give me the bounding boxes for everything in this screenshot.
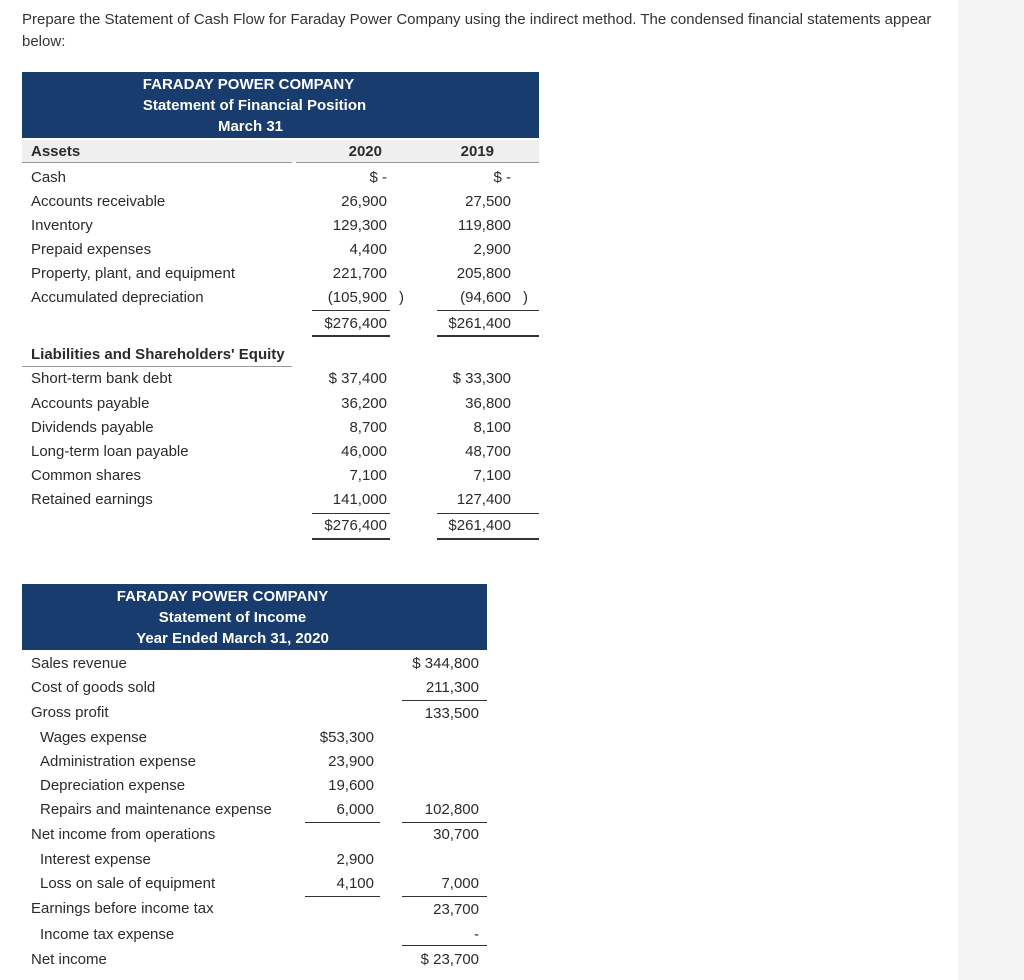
total-expenses: 102,800 <box>424 801 479 818</box>
income-label: Earnings before income tax <box>31 900 214 917</box>
liability-value-2019: 36,800 <box>465 395 511 412</box>
expenses-underline <box>305 822 380 823</box>
asset-label: Cash <box>31 169 67 186</box>
assets-total-double-line <box>437 335 539 337</box>
income-label: Cost of goods sold <box>31 679 156 696</box>
income-company-name: FARADAY POWER COMPANY <box>116 588 329 605</box>
income-label: Sales revenue <box>31 655 127 672</box>
liability-value-2020: 46,000 <box>341 443 387 460</box>
liability-value-2020: $ 37,400 <box>328 370 387 387</box>
liability-label: Long-term loan payable <box>31 443 189 460</box>
col-header-underline <box>22 162 292 163</box>
liability-value-2019: 48,700 <box>465 443 511 460</box>
liab-total-double-line <box>312 538 390 540</box>
income-label: Net income from operations <box>31 826 216 843</box>
asset-value-2020: 221,700 <box>332 265 387 282</box>
income-value: 23,700 <box>433 901 479 918</box>
expense-value: $53,300 <box>319 729 374 746</box>
liability-label: Dividends payable <box>31 419 154 436</box>
cogs-underline <box>402 700 487 701</box>
expense-label: Loss on sale of equipment <box>40 875 216 892</box>
total-liab-equity-2019: $261,400 <box>448 517 511 534</box>
liability-value-2019: 7,100 <box>473 467 511 484</box>
asset-value-2019: 27,500 <box>465 193 511 210</box>
total-assets-2019: $261,400 <box>448 315 511 332</box>
sfp-date: March 31 <box>217 118 284 135</box>
col-2020-heading: 2020 <box>348 143 382 160</box>
assets-total-double-line <box>312 335 390 337</box>
other-underline <box>305 896 380 897</box>
asset-value-2020: (105,900 <box>327 289 387 306</box>
asset-value-2019: $ - <box>493 169 511 186</box>
income-period: Year Ended March 31, 2020 <box>136 630 329 647</box>
asset-label: Accounts receivable <box>31 193 166 210</box>
tax-underline <box>402 945 487 946</box>
liabilities-heading: Liabilities and Shareholders' Equity <box>31 346 285 363</box>
liability-label: Accounts payable <box>31 395 150 412</box>
other-expenses-total: 7,000 <box>441 875 479 892</box>
liability-label: Short-term bank debt <box>31 370 172 387</box>
asset-value-2020: $ - <box>369 169 387 186</box>
assets-subtotal-line <box>312 310 390 311</box>
liability-value-2019: 8,100 <box>473 419 511 436</box>
expense-label: Administration expense <box>40 753 196 770</box>
asset-label: Accumulated depreciation <box>31 289 204 306</box>
income-header <box>22 584 487 650</box>
asset-value-2019: (94,600 <box>460 289 511 306</box>
liability-label: Retained earnings <box>31 491 153 508</box>
asset-value-2019: 205,800 <box>456 265 511 282</box>
expense-label: Depreciation expense <box>40 777 186 794</box>
instructions-text: Prepare the Statement of Cash Flow for Faraday Power Company using the indirect method. The condensed financial statements appear below: <box>22 11 932 50</box>
liability-label: Common shares <box>31 467 142 484</box>
closing-paren: ) <box>523 289 528 306</box>
income-value: 211,300 <box>425 679 479 696</box>
liability-value-2020: 36,200 <box>341 395 387 412</box>
total-assets-2020: $276,400 <box>324 315 387 332</box>
closing-paren: ) <box>399 289 404 306</box>
right-margin-band <box>958 0 1024 980</box>
income-label: Net income <box>31 951 107 968</box>
expense-value: 2,900 <box>336 851 374 868</box>
income-statement-title: Statement of Income <box>158 609 307 626</box>
income-value: - <box>474 926 479 943</box>
asset-label: Property, plant, and equipment <box>31 265 236 282</box>
net-income-value: $ 23,700 <box>420 951 479 968</box>
asset-value-2020: 26,900 <box>341 193 387 210</box>
income-value: $ 344,800 <box>412 655 479 672</box>
asset-label: Inventory <box>31 217 93 234</box>
income-value: 133,500 <box>424 705 479 722</box>
asset-label: Prepaid expenses <box>31 241 152 258</box>
expense-label: Wages expense <box>40 729 148 746</box>
liability-value-2019: $ 33,300 <box>452 370 511 387</box>
liability-value-2020: 7,100 <box>349 467 387 484</box>
assets-heading: Assets <box>31 143 81 160</box>
col-2019-heading: 2019 <box>460 143 494 160</box>
sfp-header <box>22 72 539 138</box>
asset-value-2020: 129,300 <box>332 217 387 234</box>
liab-subtotal-line <box>312 513 390 514</box>
expenses-underline <box>402 822 487 823</box>
income-label: Gross profit <box>31 704 109 721</box>
expense-value: 6,000 <box>336 801 374 818</box>
liab-total-double-line <box>437 538 539 540</box>
liability-value-2020: 141,000 <box>332 491 387 508</box>
asset-value-2019: 119,800 <box>457 217 511 234</box>
expense-label: Income tax expense <box>40 926 175 943</box>
liabilities-heading-underline <box>22 366 292 367</box>
expense-value: 23,900 <box>328 753 374 770</box>
expense-label: Interest expense <box>40 851 151 868</box>
total-liab-equity-2020: $276,400 <box>324 517 387 534</box>
asset-value-2019: 2,900 <box>473 241 511 258</box>
assets-subtotal-line <box>437 310 539 311</box>
asset-value-2020: 4,400 <box>349 241 387 258</box>
sfp-company-name: FARADAY POWER COMPANY <box>142 76 355 93</box>
liability-value-2019: 127,400 <box>456 491 511 508</box>
expense-value: 19,600 <box>328 777 374 794</box>
liability-value-2020: 8,700 <box>349 419 387 436</box>
other-underline <box>402 896 487 897</box>
liab-subtotal-line <box>437 513 539 514</box>
sfp-statement-title: Statement of Financial Position <box>142 97 367 114</box>
expense-label: Repairs and maintenance expense <box>40 801 272 818</box>
col-header-underline <box>296 162 539 163</box>
income-value: 30,700 <box>433 826 479 843</box>
expense-value: 4,100 <box>336 875 374 892</box>
